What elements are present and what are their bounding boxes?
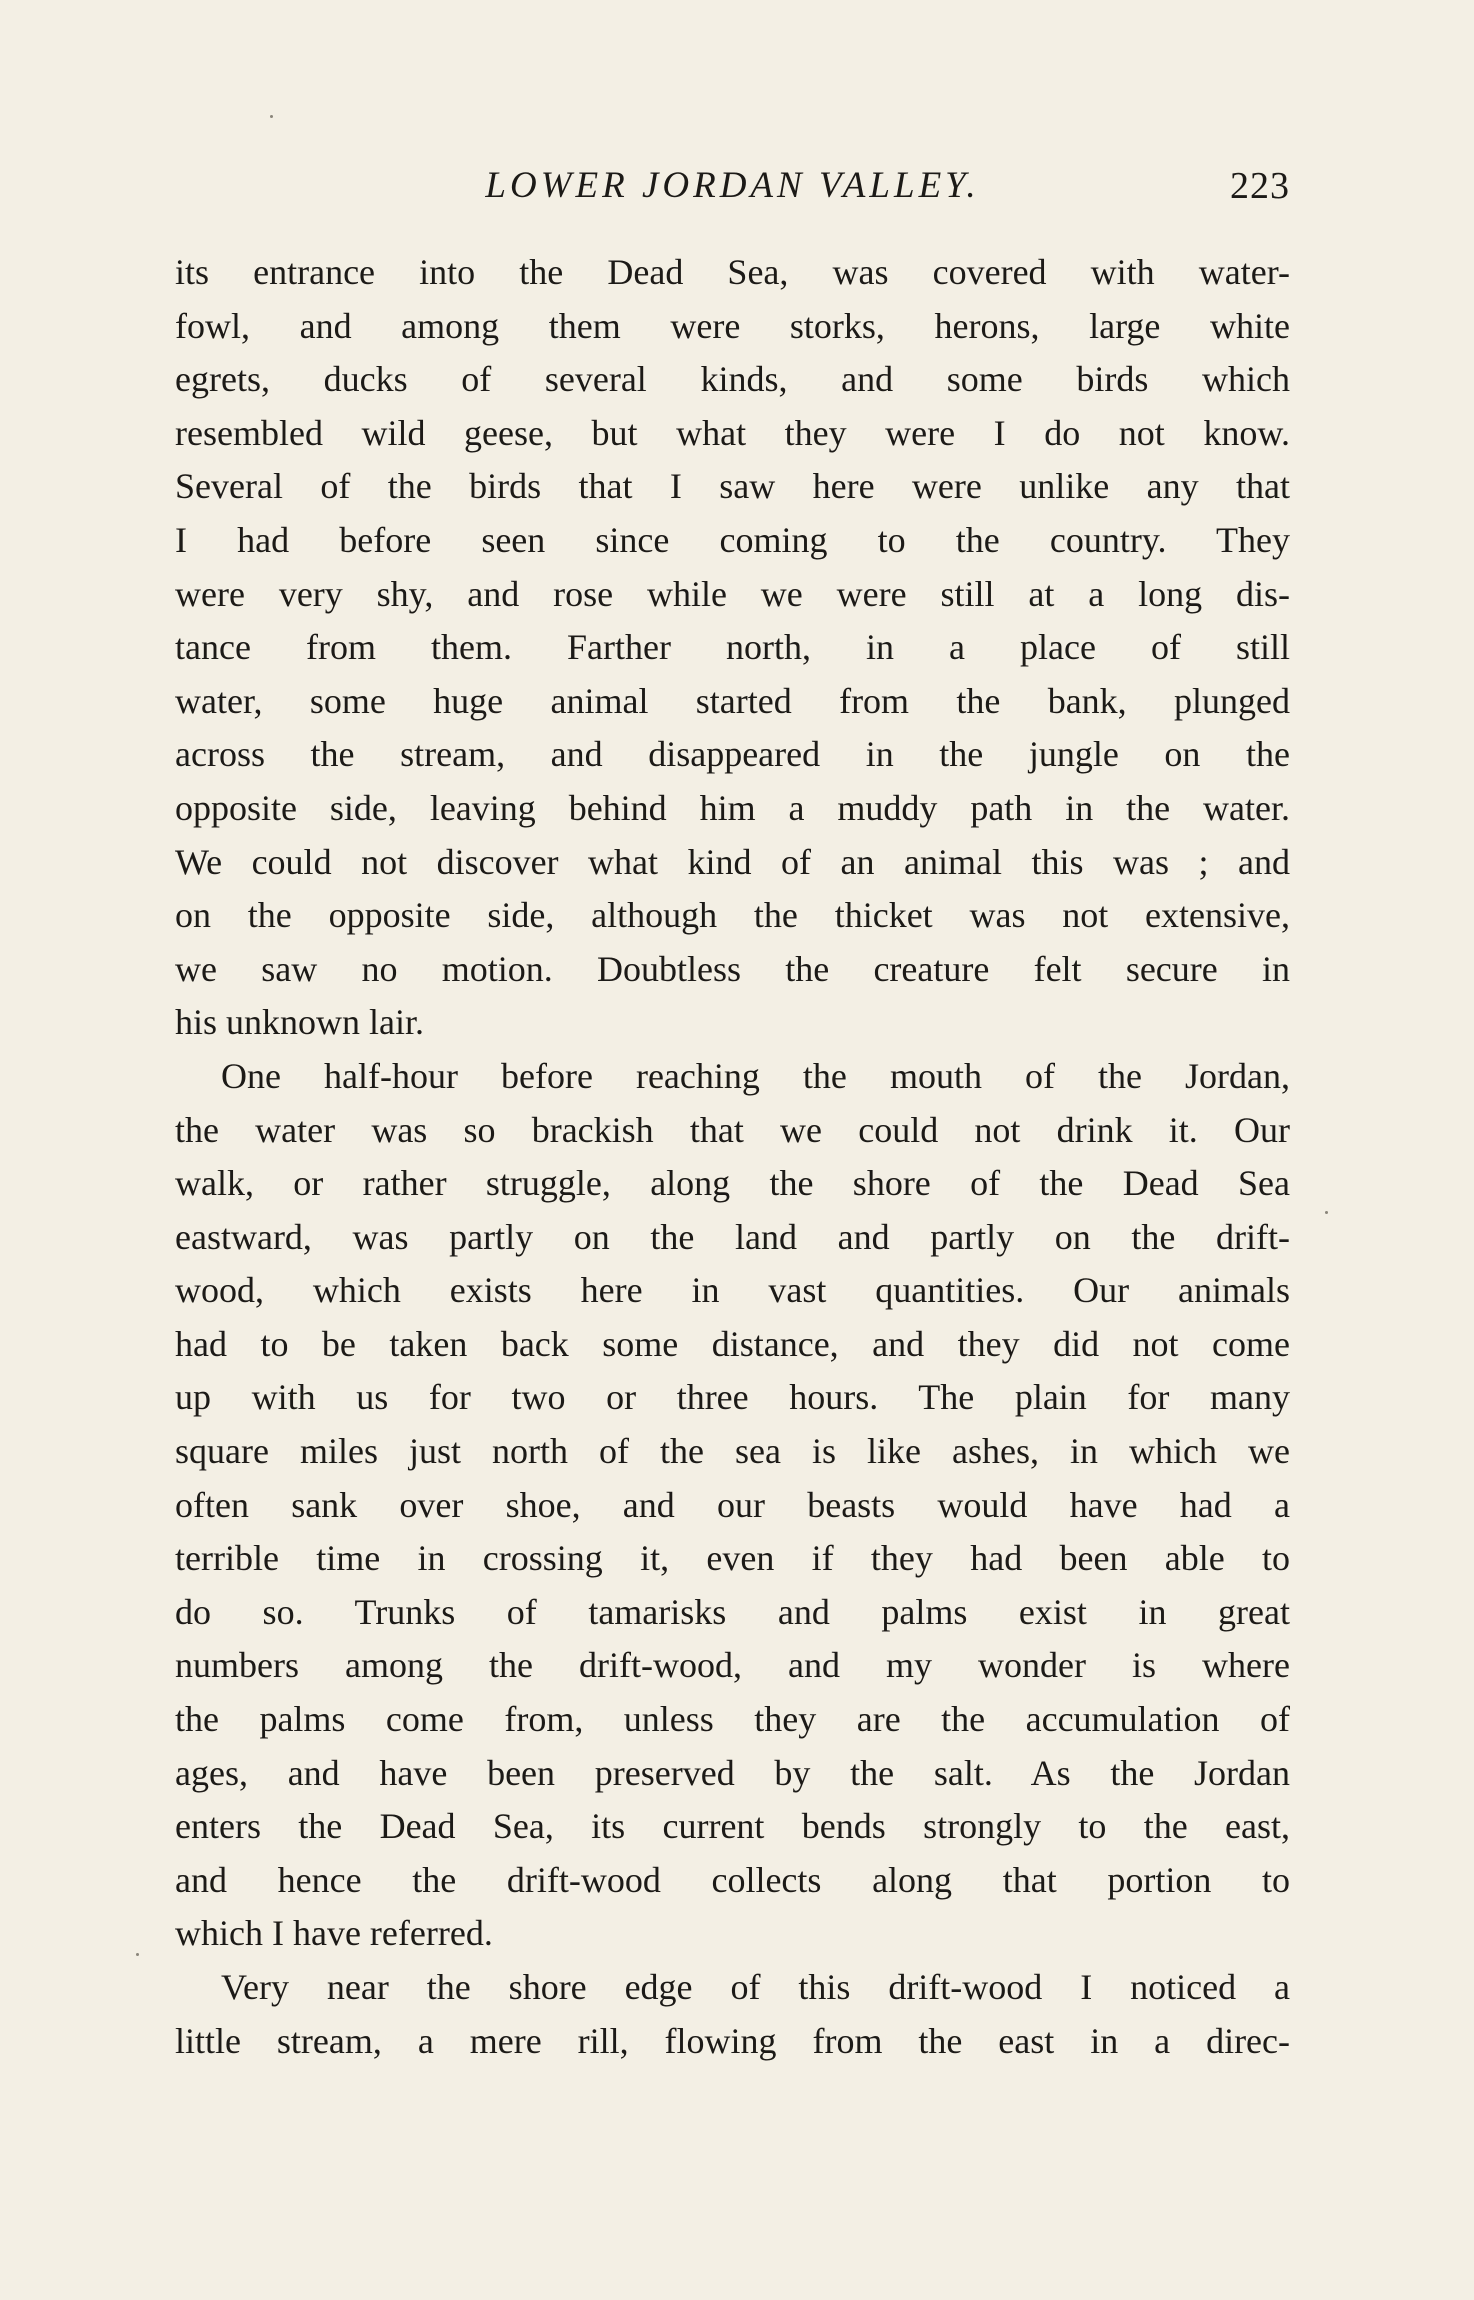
text-line: up with us for two or three hours. The plain for many [175, 1377, 1290, 1418]
text-line: often sank over shoe, and our beasts would have had a [175, 1484, 1290, 1525]
running-head [175, 160, 1290, 212]
text-line: which I have referred. [175, 1913, 493, 1954]
text-line: had to be taken back some distance, and they did not come [175, 1323, 1290, 1364]
text-line: eastward, was partly on the land and partly on the drift- [175, 1216, 1290, 1257]
text-line: its entrance into the Dead Sea, was covered with water- [175, 252, 1290, 292]
text-line: water, some huge animal started from the bank, plunged [175, 680, 1290, 721]
paper-speck [136, 1953, 139, 1956]
text-line: his unknown lair. [175, 1002, 424, 1043]
text-line: terrible time in crossing it, even if they had been able to [175, 1538, 1290, 1579]
text-line: wood, which exists here in vast quantities. Our animals [175, 1270, 1290, 1311]
text-line: enters the Dead Sea, its current bends strongly to the east, [175, 1806, 1290, 1847]
text-line: on the opposite side, although the thicket was not extensive, [175, 895, 1290, 936]
text-line: opposite side, leaving behind him a muddy path in the water. [175, 787, 1290, 828]
paper-speck [1325, 1211, 1328, 1214]
text-line: we saw no motion. Doubtless the creature felt secure in [175, 948, 1290, 989]
text-line: egrets, ducks of several kinds, and some birds which [175, 359, 1290, 400]
running-title: LOWER JORDAN VALLEY. [485, 165, 980, 206]
text-line: Very near the shore edge of this drift-wood I noticed a [221, 1967, 1290, 2007]
text-line: fowl, and among them were storks, herons, large white [175, 305, 1290, 346]
text-line: numbers among the drift-wood, and my wonder is where [175, 1645, 1290, 1686]
body-text [175, 246, 1290, 2068]
text-line: were very shy, and rose while we were still at a long dis- [175, 573, 1290, 614]
text-line: We could not discover what kind of an animal this was ; and [175, 841, 1290, 882]
text-line: tance from them. Farther north, in a place of still [175, 627, 1290, 668]
page-number: 223 [1230, 165, 1290, 207]
text-line: ages, and have been preserved by the salt. As the Jordan [175, 1752, 1290, 1793]
text-line: do so. Trunks of tamarisks and palms exist in great [175, 1591, 1290, 1632]
text-line: and hence the drift-wood collects along that portion to [175, 1859, 1290, 1900]
text-line: the palms come from, unless they are the accumulation of [175, 1699, 1290, 1740]
text-line: walk, or rather struggle, along the shore of the Dead Sea [175, 1163, 1290, 1204]
text-line: I had before seen since coming to the country. They [175, 519, 1290, 560]
text-line: square miles just north of the sea is like ashes, in which we [175, 1431, 1290, 1472]
text-line: the water was so brackish that we could not drink it. Our [175, 1109, 1290, 1150]
paper-speck [270, 115, 273, 118]
text-line: One half-hour before reaching the mouth of the Jordan, [221, 1055, 1290, 1096]
text-line: resembled wild geese, but what they were I do not know. [175, 412, 1290, 453]
text-line: little stream, a mere rill, flowing from the east in a direc- [175, 2020, 1290, 2061]
text-line: across the stream, and disappeared in the jungle on the [175, 734, 1290, 775]
text-line: Several of the birds that I saw here were unlike any that [175, 466, 1290, 507]
